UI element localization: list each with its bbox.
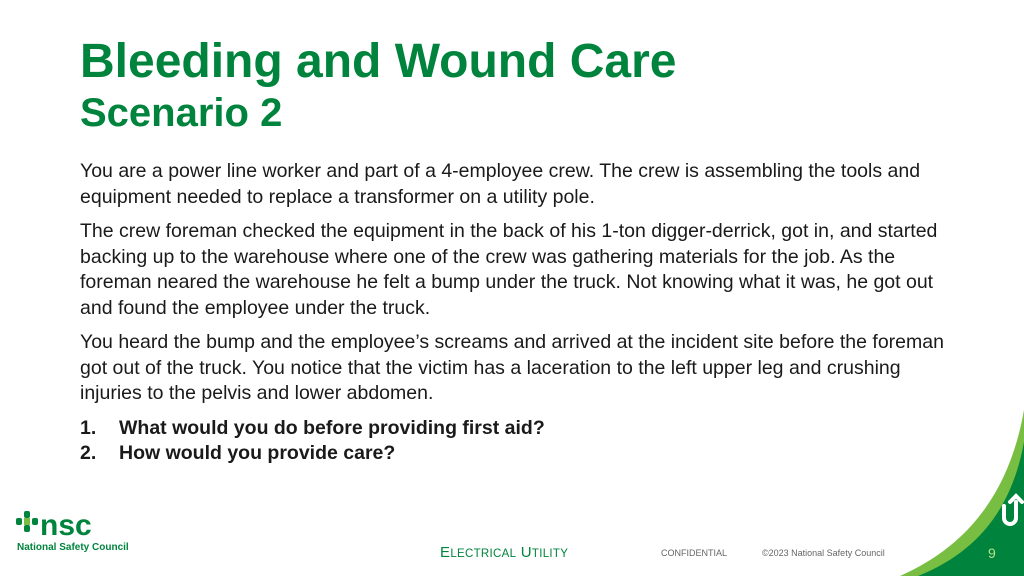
question-item xyxy=(80,416,960,442)
footer-confidential: CONFIDENTIAL xyxy=(661,548,728,558)
question-number: 2. xyxy=(80,442,97,464)
scenario-paragraph-3: You heard the bump and the employee’s screams and arrived at the incident site before the foreman got out of the truck. You notice that the victim has a laceration to the left upper leg and crushing injuries to the pelvis and lower abdomen. xyxy=(80,331,944,404)
question-text: How would you provide care? xyxy=(119,442,396,464)
nsc-plus-logo-icon xyxy=(16,511,38,532)
scenario-body xyxy=(80,159,960,467)
footer-program-name xyxy=(440,544,568,561)
page-number: 9 xyxy=(988,545,996,561)
scenario-paragraph-2: The crew foreman checked the equipment in the back of his 1-ton digger-derrick, got in, and started backing up to the warehouse where one of the crew was gathering materials for the job. As the foreman neared the warehouse he felt a bump under the truck. Not knowing what it was, he got out and found the employee under the truck. xyxy=(80,220,938,319)
footer-word-1-initial: E xyxy=(440,544,451,561)
question-list xyxy=(80,416,960,467)
question-item xyxy=(80,441,960,467)
title-main: Bleeding and Wound Care xyxy=(80,35,677,88)
corner-swoosh-decoration xyxy=(860,380,1024,576)
scenario-paragraph-1: You are a power line worker and part of a 4-employee crew. The crew is assembling the tools and equipment needed to replace a transformer on a utility pole. xyxy=(80,160,921,208)
title-subtitle: Scenario 2 xyxy=(80,91,283,135)
footer-copyright: ©2023 National Safety Council xyxy=(762,548,885,558)
slide-title xyxy=(80,34,676,136)
footer-word-1-rest: LECTRICAL xyxy=(450,548,517,560)
footer-word-2-rest: TILITY xyxy=(531,548,569,560)
logo-wordmark: nsc xyxy=(40,509,92,542)
logo-tagline: National Safety Council xyxy=(17,542,129,553)
question-number: 1. xyxy=(80,416,97,439)
footer-word-2-initial: U xyxy=(520,544,532,561)
question-text: What would you do before providing first aid? xyxy=(119,416,545,439)
